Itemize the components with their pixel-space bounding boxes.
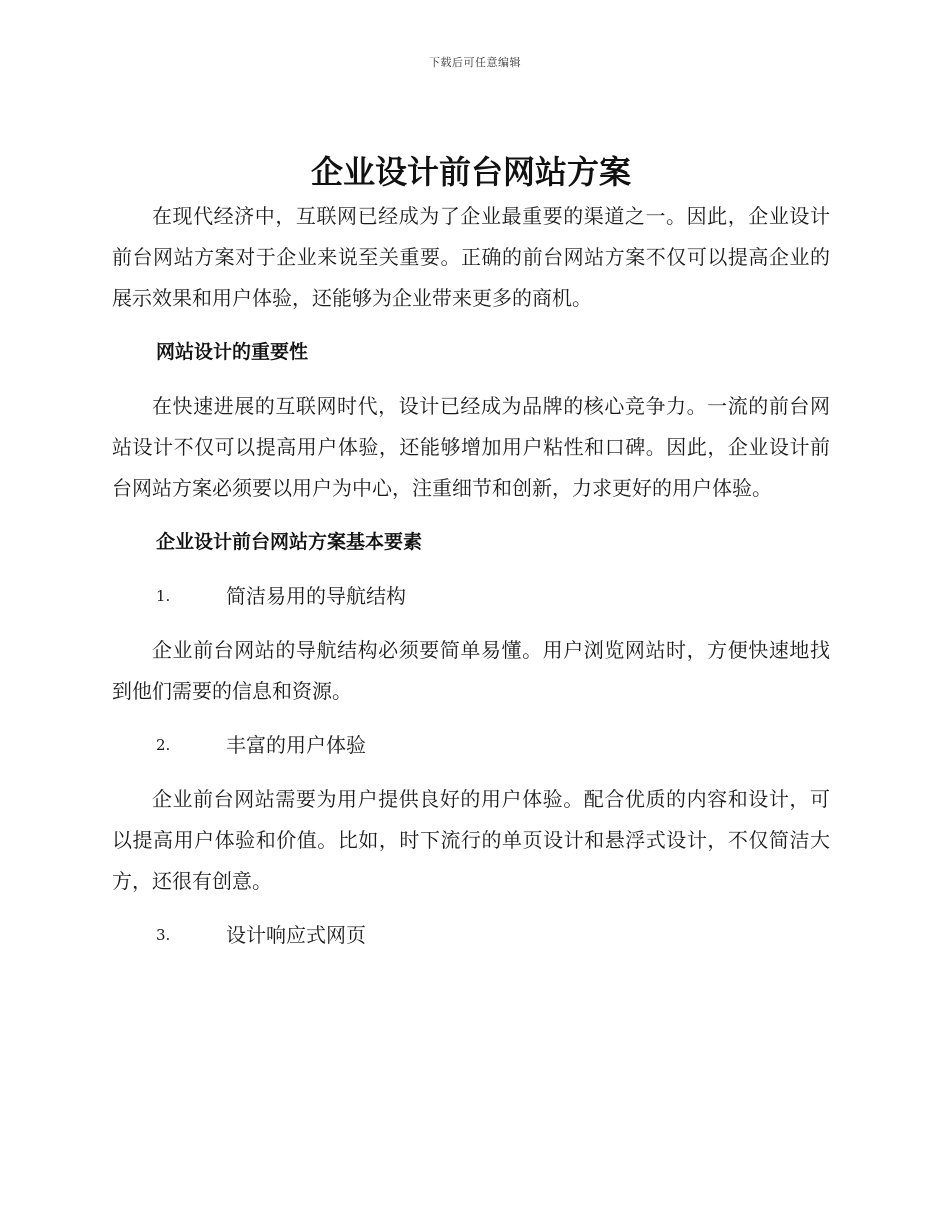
section-heading-elements: 企业设计前台网站方案基本要素 — [156, 531, 423, 553]
list-item-title: 丰富的用户体验 — [226, 733, 366, 757]
importance-paragraph: 在快速进展的互联网时代，设计已经成为品牌的核心竞争力。一流的前台网站设计不仅可以提高用户体验，还能够增加用户粘性和口碑。因此，企业设计前台网站方案必须要以用户为中心，注重细节和创新，力求更好的用户体验。 — [112, 394, 830, 500]
list-item-paragraph: 企业前台网站需要为用户提供良好的用户体验。配合优质的内容和设计，可以提高用户体验和价值。比如，时下流行的单页设计和悬浮式设计，不仅简洁大方，还很有创意。 — [112, 787, 830, 893]
list-number: 3. — [156, 926, 171, 944]
document-body — [112, 150, 830, 969]
list-item-paragraph: 企业前台网站的导航结构必须要简单易懂。用户浏览网站时，方便快速地找到他们需要的信息和资源。 — [112, 638, 830, 703]
list-item — [112, 576, 830, 617]
intro-paragraph: 在现代经济中，互联网已经成为了企业最重要的渠道之一。因此，企业设计前台网站方案对于企业来说至关重要。正确的前台网站方案不仅可以提高企业的展示效果和用户体验，还能够为企业带来更多的商机。 — [112, 204, 830, 310]
header-note: 下载后可任意编辑 — [429, 56, 521, 69]
list-number: 2. — [156, 736, 171, 754]
list-number: 1. — [156, 587, 171, 605]
list-item-title: 设计响应式网页 — [226, 923, 366, 947]
list-item — [112, 725, 830, 766]
list-item-title: 简洁易用的导航结构 — [226, 584, 406, 608]
section-heading-importance: 网站设计的重要性 — [156, 341, 309, 363]
list-item — [112, 915, 830, 956]
document-title: 企业设计前台网站方案 — [310, 153, 631, 191]
